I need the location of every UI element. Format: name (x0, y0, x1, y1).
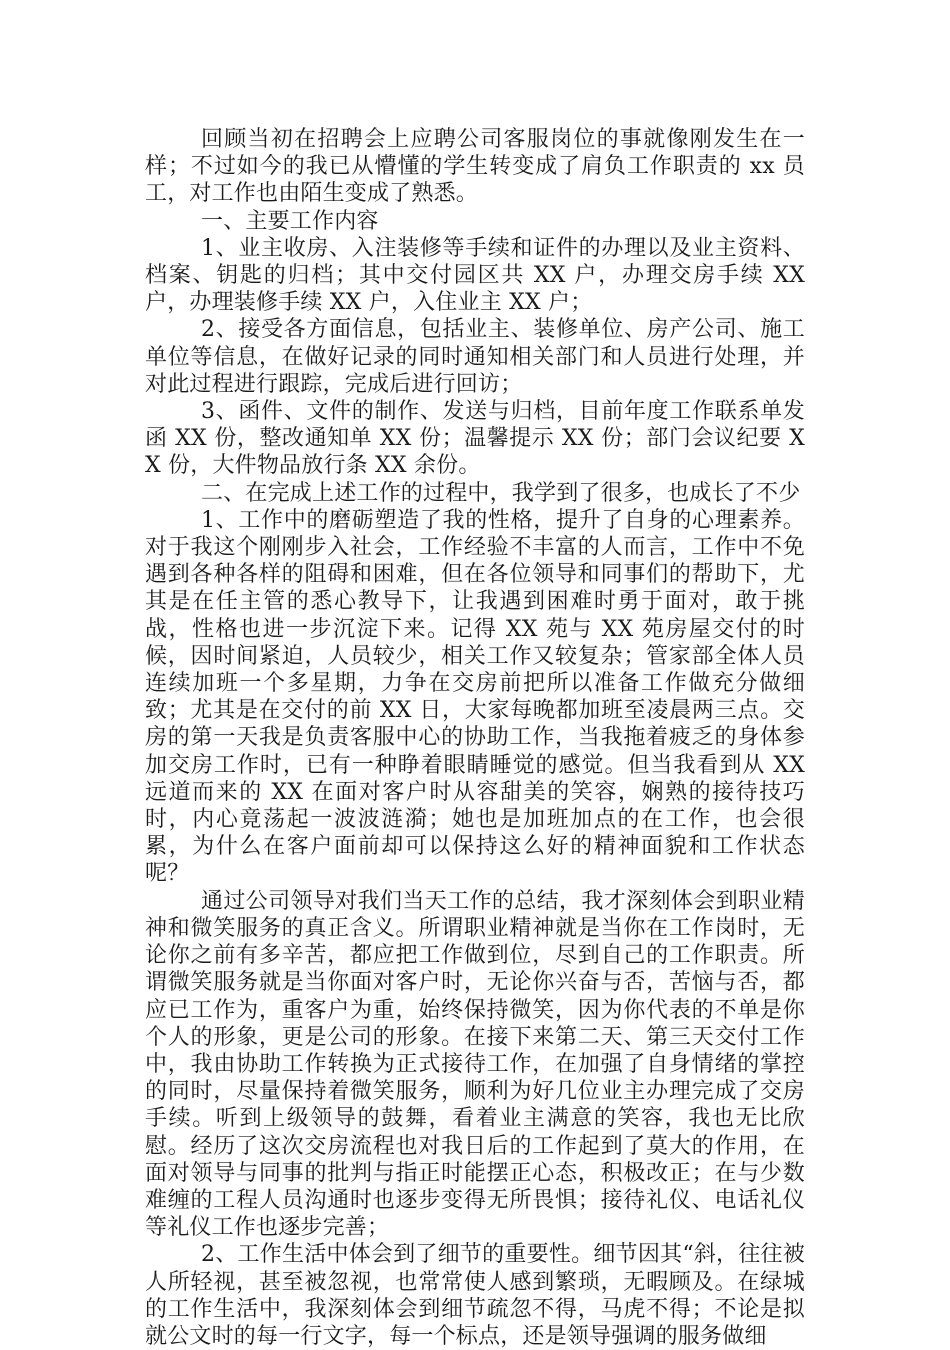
document-body (145, 126, 805, 1350)
work-item-2-paragraph: 2、接受各方面信息，包括业主、装修单位、房产公司、施工单位等信息，在做好记录的同时通知相关部门和人员进行处理，并对此过程进行跟踪，完成后进行回访； (145, 317, 805, 397)
section-heading-main-work: 一、主要工作内容 (201, 208, 379, 234)
growth-item-2-paragraph: 2、工作生活中体会到了细节的重要性。细节因其“斜，往往被人所轻视，甚至被忽视，也常常使人感到繁琐，无暇顾及。在绿城的工作生活中，我深刻体会到细节疏忽不得，马虎不得；不论是拟就公文时的每一行文字，每一个标点，还是领导强调的服务做细 (145, 1242, 805, 1349)
summary-paragraph: 通过公司领导对我们当天工作的总结，我才深刻体会到职业精神和微笑服务的真正含义。所谓职业精神就是当你在工作岗时，无论你之前有多辛苦，都应把工作做到位，尽到自己的工作职责。所谓微笑服务就是当你面对客户时，无论你兴奋与否，苦恼与否，都应已工作为，重客户为重，始终保持微笑，因为你代表的不单是你个人的形象，更是公司的形象。在接下来第二天、第三天交付工作中，我由协助工作转换为正式接待工作，在加强了自身情绪的掌控的同时，尽量保持着微笑服务，顺利为好几位业主办理完成了交房手续。听到上级领导的鼓舞，看着业主满意的笑容，我也无比欣慰。经历了这次交房流程也对我日后的工作起到了莫大的作用，在面对领导与同事的批判与指正时能摆正心态，积极改正；在与少数难缠的工程人员沟通时也逐步变得无所畏惧；接待礼仪、电话礼仪等礼仪工作也逐步完善； (145, 888, 805, 1241)
work-item-1-paragraph: 1、业主收房、入注装修等手续和证件的办理以及业主资料、档案、钥匙的归档；其中交付园区共 XX 户，办理交房手续 XX 户，办理装修手续 XX 户，入住业主 XX 户； (145, 235, 805, 316)
section-heading-growth: 二、在完成上述工作的过程中，我学到了很多，也成长了不少 (201, 480, 801, 506)
work-item-3-paragraph: 3、函件、文件的制作、发送与归档，目前年度工作联系单发函 XX 份，整改通知单 XX 份；温馨提示 XX 份；部门会议纪要 XX 份，大件物品放行条 XX 余份。 (145, 399, 805, 479)
intro-paragraph: 回顾当初在招聘会上应聘公司客服岗位的事就像刚发生在一样；不过如今的我已从懵懂的学生转变成了肩负工作职责的 xx 员工，对工作也由陌生变成了熟悉。 (145, 127, 805, 207)
growth-item-1-paragraph: 1、工作中的磨砺塑造了我的性格，提升了自身的心理素养。对于我这个刚刚步入社会，工作经验不丰富的人而言，工作中不免遇到各种各样的阻碍和困难，但在各位领导和同事们的帮助下，尤其是在任主管的悉心教导下，让我遇到困难时勇于面对，敢于挑战，性格也进一步沉淀下来。记得 XX 苑与 XX 苑房屋交付的时候，因时间紧迫，人员较少，相关工作又较复杂；管家部全体人员连续加班一个多星期，力争在交房前把所以准备工作做充分做细致；尤其是在交付的前 XX 日，大家每晚都加班至凌晨两三点。交房的第一天我是负责客服中心的协助工作，当我拖着疲乏的身体参加交房工作时，已有一种睁着眼睛睡觉的感觉。但当我看到从 XX 远道而来的 XX 在面对客户时从容甜美的笑容，娴熟的接待技巧时，内心竟荡起一波波涟漪；她也是加班加点的在工作，也会很累，为什么在客户面前却可以保持这么好的精神面貌和工作状态呢？ (145, 507, 805, 887)
